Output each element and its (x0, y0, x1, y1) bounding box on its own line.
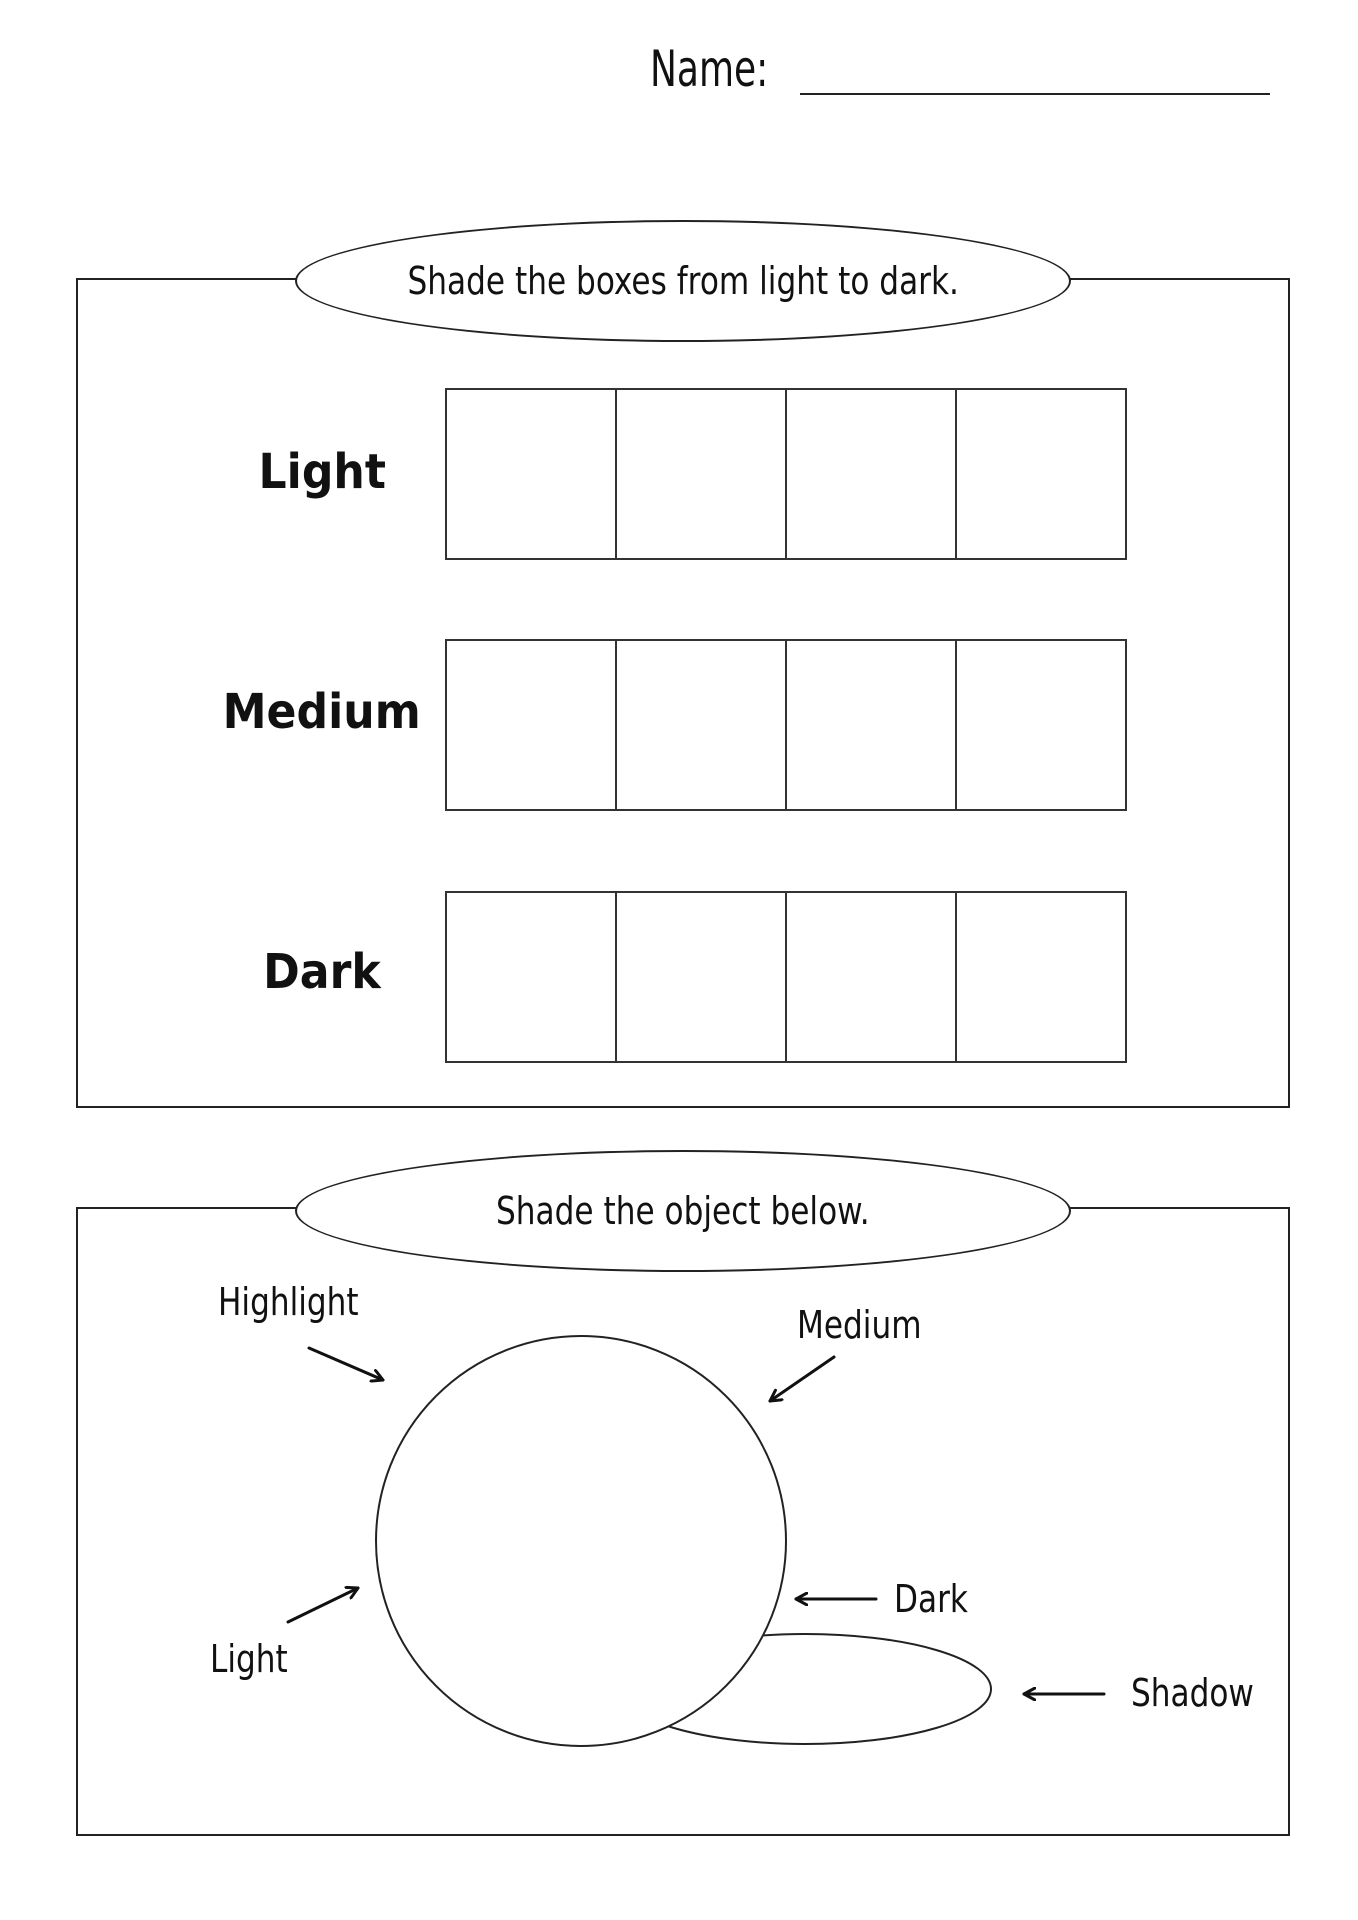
section-2-title-text: Shade the object below. (496, 1189, 870, 1233)
annotation-shadow: Shadow (1131, 1672, 1254, 1716)
light-arrow-icon (288, 1588, 358, 1622)
name-label: Name: (650, 40, 769, 98)
section-1-title-text: Shade the boxes from light to dark. (407, 259, 959, 303)
highlight-arrow-icon (309, 1348, 383, 1380)
sphere-circle[interactable] (376, 1336, 786, 1746)
row-label-dark-text: Dark (263, 944, 381, 1000)
row-label-medium-text: Medium (222, 684, 422, 740)
row-label-light-text: Light (258, 444, 386, 500)
annotation-dark: Dark (894, 1578, 968, 1622)
annotation-highlight: Highlight (218, 1281, 359, 1325)
annotation-light: Light (210, 1638, 288, 1682)
annotation-medium: Medium (797, 1304, 922, 1348)
medium-arrow-icon (770, 1357, 834, 1401)
